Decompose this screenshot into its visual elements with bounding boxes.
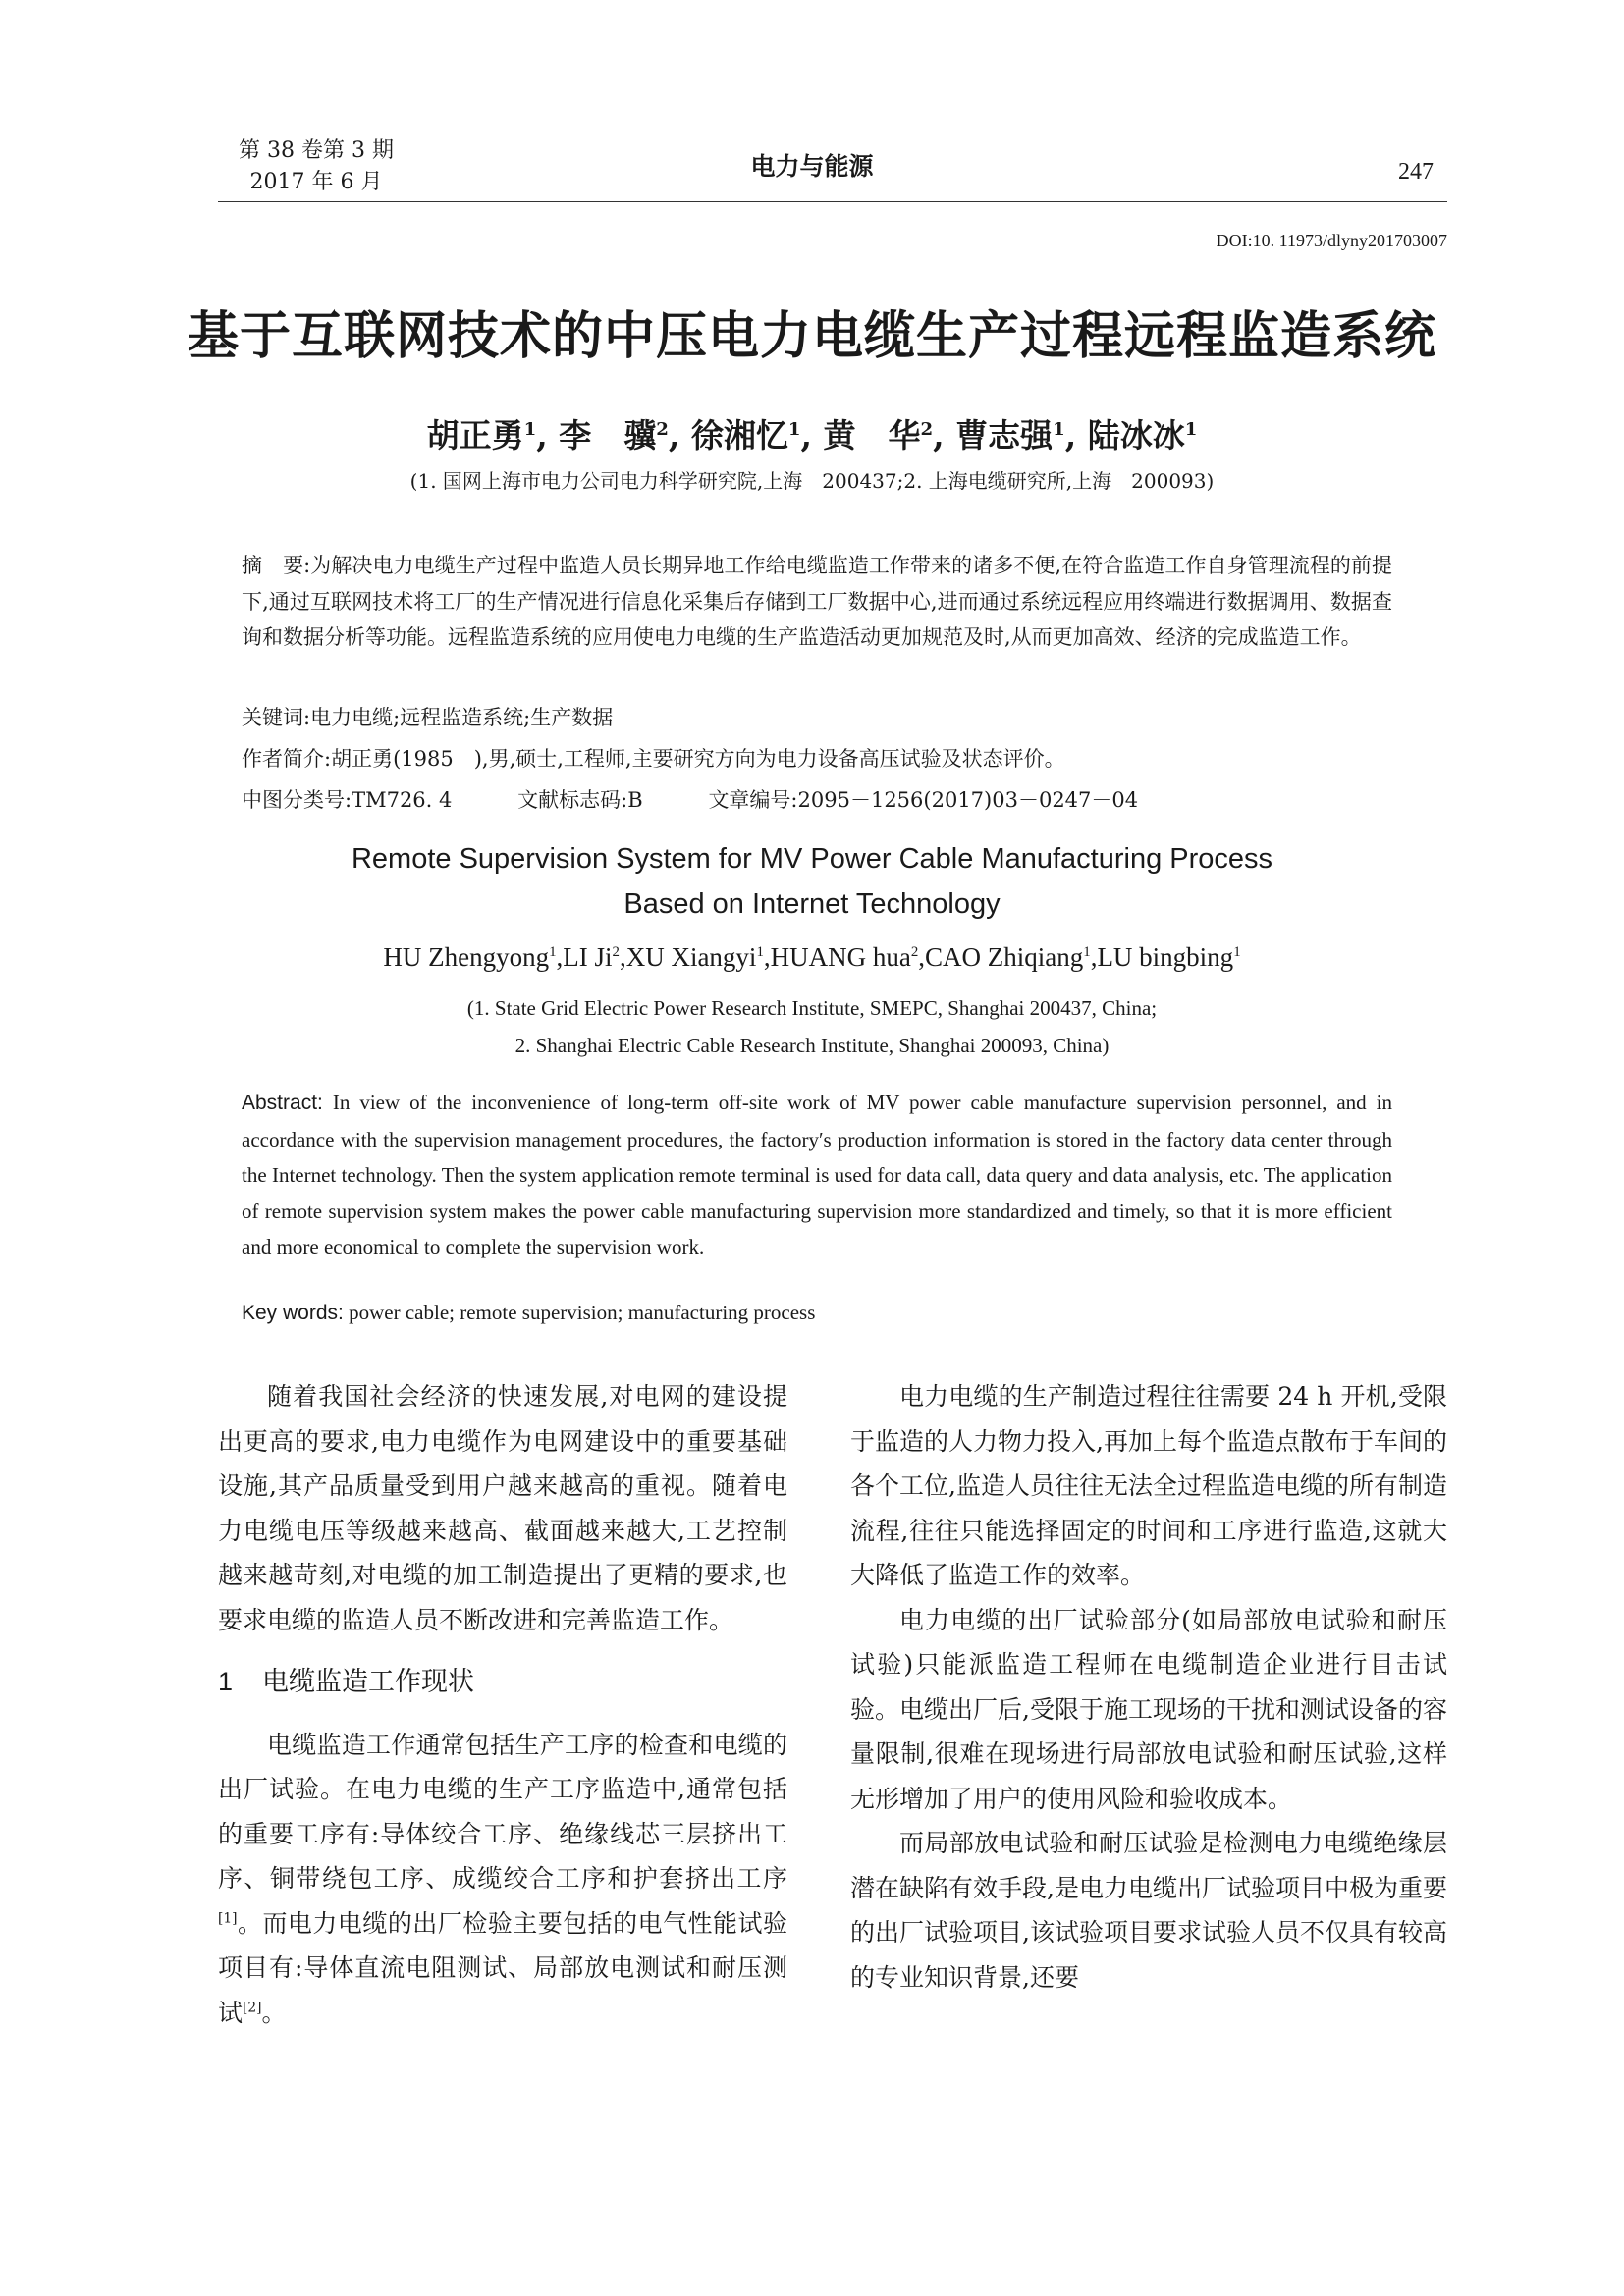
keywords-text-en: power cable; remote supervision; manufacturing process: [343, 1301, 816, 1324]
authors-cn: [196, 410, 1428, 456]
author-name: 徐湘忆: [690, 416, 788, 454]
author-name: HUANG hua: [770, 942, 911, 972]
section-title: 电缆监造工作现状: [262, 1667, 475, 1697]
paragraph-text: 。: [261, 1998, 287, 2027]
paragraph-text: 电缆监造工作通常包括生产工序的检查和电缆的出厂试验。在电力电缆的生产工序监造中,通常包括的重要工序有:导体绞合工序、绝缘线芯三层挤出工序、铜带绕包工序、成缆绞合工序和护套挤出工序: [218, 1730, 787, 1893]
paragraph-text: 。而电力电缆的出厂检验主要包括的电气性能试验项目有:导体直流电阻测试、局部放电测试和耐压测试: [218, 1908, 787, 2027]
author-name: 陆冰冰: [1087, 416, 1185, 454]
author-name: LU bingbing: [1097, 942, 1234, 972]
issue-date: 2017 年 6 月: [249, 170, 383, 194]
author-affiliation-mark: 1: [1053, 419, 1065, 440]
journal-issue: [218, 135, 414, 198]
journal-name: 电力与能源: [750, 152, 874, 181]
body-column-right: [850, 1374, 1447, 2000]
author-affiliation-mark: 1: [1233, 944, 1241, 960]
author-name: HU Zhengyong: [383, 942, 550, 972]
title-en-line: Remote Supervision System for MV Power Cable Manufacturing Process: [351, 843, 1273, 875]
affiliation-en-line: (1. State Grid Electric Power Research Institute, SMEPC, Shanghai 200437, China;: [466, 996, 1158, 1020]
abstract-cn: [242, 548, 1392, 656]
author-name: XU Xiangyi: [625, 942, 757, 972]
author-name: CAO Zhiqiang: [925, 942, 1084, 972]
author-affiliation-mark: 1: [756, 944, 764, 960]
citation-ref[interactable]: [2]: [243, 2000, 262, 2016]
bio-text: 胡正勇(1985 ),男,硕士,工程师,主要研究方向为电力设备高压试验及状态评价。: [331, 747, 1065, 771]
author-name: 黄 华: [823, 416, 921, 454]
doc-code: B: [627, 788, 643, 812]
body-paragraph: [218, 1723, 787, 2036]
author-separator: ,: [556, 942, 564, 972]
author-separator: ,: [536, 416, 548, 454]
section-number: 1: [218, 1667, 234, 1696]
classification-line: [242, 784, 1392, 814]
author-name: 曹志强: [955, 416, 1054, 454]
doc-code-label: 文献标志码:: [517, 788, 628, 812]
keywords-en: [242, 1301, 1392, 1325]
author-separator: ,: [918, 942, 926, 972]
affiliation-en-line: 2. Shanghai Electric Cable Research Institute, Shanghai 200093, China): [514, 1034, 1110, 1057]
author-separator: ,: [933, 416, 945, 454]
author-separator: ,: [800, 416, 812, 454]
paper-title-cn: 基于互联网技术的中压电力电缆生产过程远程监造系统: [187, 306, 1436, 366]
author-affiliation-mark: 2: [612, 944, 620, 960]
keywords-text-cn: 电力电缆;远程监造系统;生产数据: [310, 706, 614, 729]
author-separator: ,: [668, 416, 680, 454]
keywords-label-en: Key words:: [242, 1302, 344, 1324]
volume-issue: 第 38 卷第 3 期: [239, 138, 394, 163]
page-number: 247: [1398, 159, 1434, 185]
author-name: 李 骥: [559, 416, 657, 454]
keywords-label-cn: 关键词:: [242, 706, 311, 729]
paper-title-en: [196, 836, 1428, 927]
author-separator: ,: [763, 942, 771, 972]
body-column-left: [218, 1374, 787, 2035]
authors-en: [196, 942, 1428, 973]
body-paragraph: 而局部放电试验和耐压试验是检测电力电缆绝缘层潜在缺陷有效手段,是电力电缆出厂试验项目中极为重要的出厂试验项目,该试验项目要求试验人员不仅具有较高的专业知识背景,还要: [850, 1829, 1447, 1992]
article-no: 2095－1256(2017)03－0247－04: [797, 788, 1139, 812]
section-heading: [218, 1660, 787, 1705]
abstract-en: [242, 1085, 1392, 1265]
author-affiliation-mark: 2: [910, 944, 919, 960]
author-separator: ,: [619, 942, 626, 972]
keywords-cn: [242, 702, 1392, 731]
doi: DOI:10. 11973/dlyny201703007: [1216, 231, 1447, 250]
abstract-text-en: In view of the inconvenience of long-term off-site work of MV power cable manufacture supervision personnel, and in accordance with the supervision management procedures, the factory′s production information is stored in the factory data center through the Internet technology. Then the system application remote terminal is used for data call, data query and data analysis, etc. The application of remote supervision system makes the power cable manufacturing supervision more standardized and timely, so that it is more efficient and more economical to complete the supervision work.: [242, 1091, 1392, 1258]
author-name: LI Ji: [563, 942, 613, 972]
clc-code: TM726. 4: [352, 788, 453, 812]
abstract-label-en: Abstract:: [242, 1092, 323, 1114]
abstract-text-cn: 为解决电力电缆生产过程中监造人员长期异地工作给电缆监造工作带来的诸多不便,在符合监造工作自身管理流程的前提下,通过互联网技术将工厂的生产情况进行信息化采集后存储到工厂数据中心,进而通过系统远程应用终端进行数据调用、数据查询和数据分析等功能。远程监造系统的应用使电力电缆的生产监造活动更加规范及时,从而更加高效、经济的完成监造工作。: [242, 554, 1392, 649]
author-bio-cn: [242, 743, 1392, 773]
author-separator: ,: [1064, 416, 1077, 454]
author-affiliation-mark: 1: [1184, 419, 1198, 440]
author-affiliation-mark: 1: [1083, 944, 1091, 960]
bio-label: 作者简介:: [242, 747, 332, 771]
clc-label: 中图分类号:: [242, 788, 352, 812]
author-separator: ,: [1090, 942, 1098, 972]
author-name: 胡正勇: [426, 416, 524, 454]
header-divider: [218, 201, 1447, 202]
author-affiliation-mark: 1: [787, 419, 801, 440]
author-affiliation-mark: 1: [549, 944, 557, 960]
author-affiliation-mark: 1: [523, 419, 537, 440]
article-no-label: 文章编号:: [708, 788, 798, 812]
body-paragraph: 随着我国社会经济的快速发展,对电网的建设提出更高的要求,电力电缆作为电网建设中的重要基础设施,其产品质量受到用户越来越高的重视。随着电力电缆电压等级越来越高、截面越来越大,工艺控制越来越苛刻,对电缆的加工制造提出了更精的要求,也要求电缆的监造人员不断改进和完善监造工作。: [218, 1382, 787, 1634]
affiliation-en: [196, 989, 1428, 1064]
author-affiliation-mark: 2: [920, 419, 934, 440]
affiliation-cn: (1. 国网上海市电力公司电力科学研究院,上海 200437;2. 上海电缆研究所,上海 200093): [409, 469, 1215, 493]
citation-ref[interactable]: [1]: [218, 1910, 238, 1927]
body-paragraph: 电力电缆的出厂试验部分(如局部放电试验和耐压试验)只能派监造工程师在电缆制造企业进行目击试验。电缆出厂后,受限于施工现场的干扰和测试设备的容量限制,很难在现场进行局部放电试验和耐压试验,这样无形增加了用户的使用风险和验收成本。: [850, 1605, 1447, 1813]
abstract-label-cn: 摘 要:: [242, 554, 311, 577]
body-paragraph: 电力电缆的生产制造过程往往需要 24 h 开机,受限于监造的人力物力投入,再加上每个监造点散布于车间的各个工位,监造人员往往无法全过程监造电缆的所有制造流程,往往只能选择固定的时间和工序进行监造,这就大大降低了监造工作的效率。: [850, 1382, 1447, 1589]
title-en-line: Based on Internet Technology: [623, 888, 1001, 920]
author-affiliation-mark: 2: [656, 419, 669, 440]
